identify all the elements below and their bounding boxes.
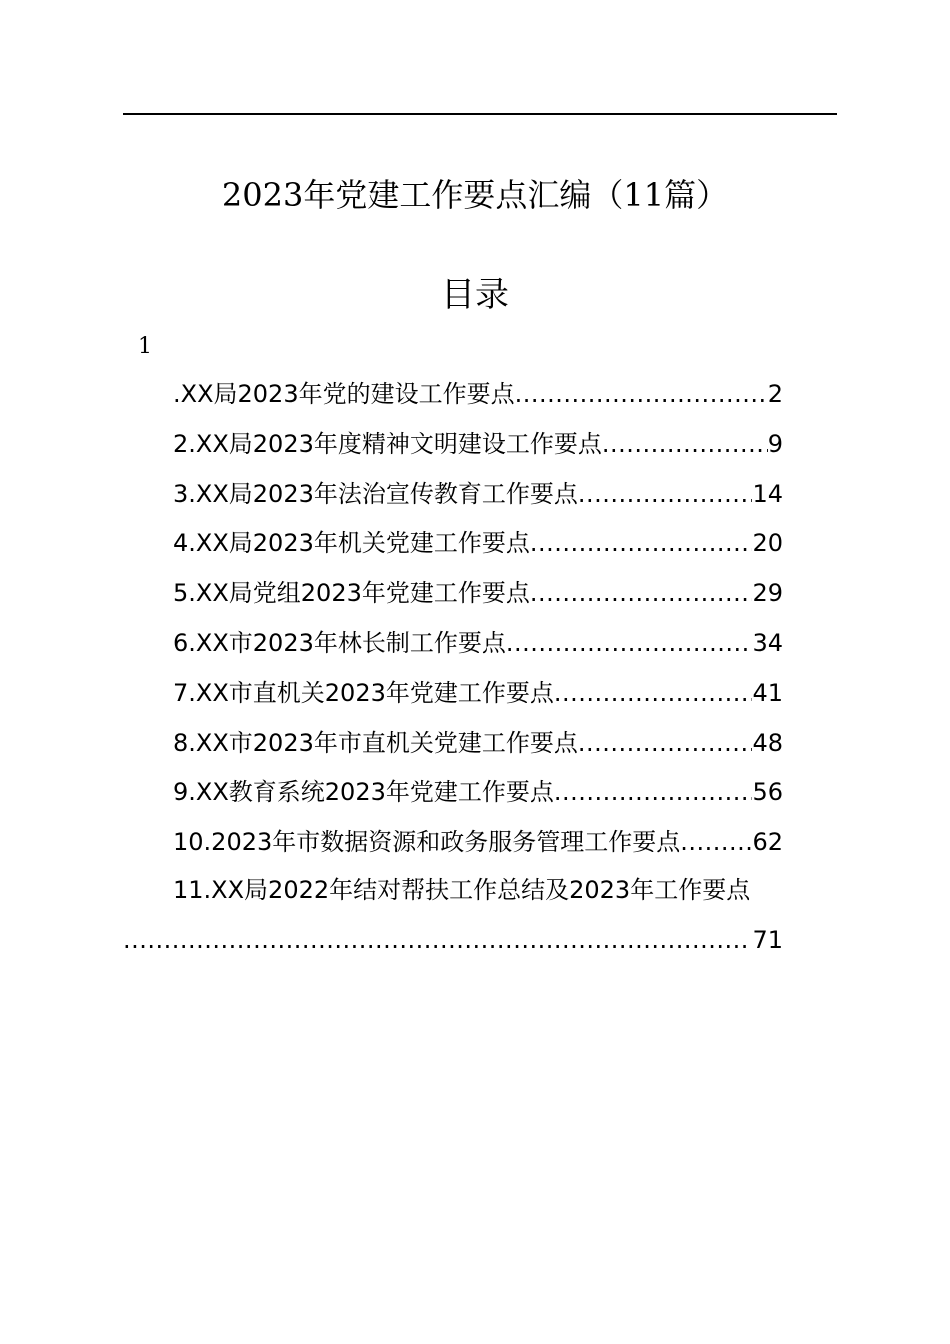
toc-entry[interactable] (173, 669, 783, 719)
toc-entry-page: 2 (767, 380, 783, 408)
toc-entry-page: 71 (752, 926, 783, 954)
toc-entry-page: 9 (767, 429, 783, 458)
toc-entry[interactable] (173, 470, 783, 520)
stray-list-number: 1 (138, 334, 152, 359)
toc-entry-page: 62 (752, 828, 783, 857)
toc-dot-leader (554, 669, 753, 719)
toc-entry-title: 5.XX局党组2023年党建工作要点 (173, 579, 530, 608)
toc-entry-title: 10.2023年市数据资源和政务服务管理工作要点 (173, 828, 681, 857)
toc-entry[interactable] (173, 370, 783, 420)
toc-entry-continuation[interactable] (123, 916, 783, 966)
document-title: 2023年党建工作要点汇编（11篇） (221, 176, 729, 214)
toc-entry-title: 3.XX局2023年法治宣传教育工作要点 (173, 479, 578, 508)
toc-dot-leader (123, 916, 748, 966)
toc-entry[interactable] (173, 719, 783, 769)
toc-dot-leader (680, 818, 752, 868)
toc-entry-title: 7.XX市直机关2023年党建工作要点 (173, 678, 554, 707)
toc-entry[interactable] (173, 519, 783, 569)
table-of-contents (173, 370, 783, 868)
toc-entry-title: 9.XX教育系统2023年党建工作要点 (173, 778, 554, 807)
toc-entry-title: 4.XX局2023年机关党建工作要点 (173, 529, 530, 558)
toc-entry-title: 6.XX市2023年林长制工作要点 (173, 628, 506, 657)
toc-entry-page: 29 (752, 579, 783, 608)
toc-dot-leader (506, 619, 753, 669)
toc-entry[interactable] (173, 420, 783, 470)
toc-entry-page: 14 (752, 479, 783, 508)
toc-dot-leader (530, 569, 753, 619)
toc-entry-title: 2.XX局2023年度精神文明建设工作要点 (173, 429, 602, 458)
toc-entry-page: 41 (752, 678, 783, 707)
toc-dot-leader (554, 768, 753, 818)
toc-entry[interactable] (173, 768, 783, 818)
toc-dot-leader (578, 470, 753, 520)
toc-entry-title: .XX局2023年党的建设工作要点 (173, 380, 515, 408)
toc-entry-page: 20 (752, 529, 783, 558)
toc-entry[interactable] (173, 818, 783, 868)
toc-entry[interactable] (173, 619, 783, 669)
toc-dot-leader (530, 519, 753, 569)
toc-dot-leader (602, 420, 768, 470)
toc-entry-page: 56 (752, 778, 783, 807)
toc-entry[interactable] (173, 569, 783, 619)
toc-dot-leader (578, 719, 753, 769)
toc-entry-title: 8.XX市2023年市直机关党建工作要点 (173, 728, 578, 757)
toc-entry-page: 48 (752, 728, 783, 757)
toc-heading: 目录 (441, 275, 509, 315)
toc-entry-title-long[interactable]: 11.XX局2022年结对帮扶工作总结及2023年工作要点 (173, 876, 751, 904)
header-rule (123, 113, 837, 115)
toc-dot-leader (515, 370, 768, 420)
toc-entry-page: 34 (752, 628, 783, 657)
